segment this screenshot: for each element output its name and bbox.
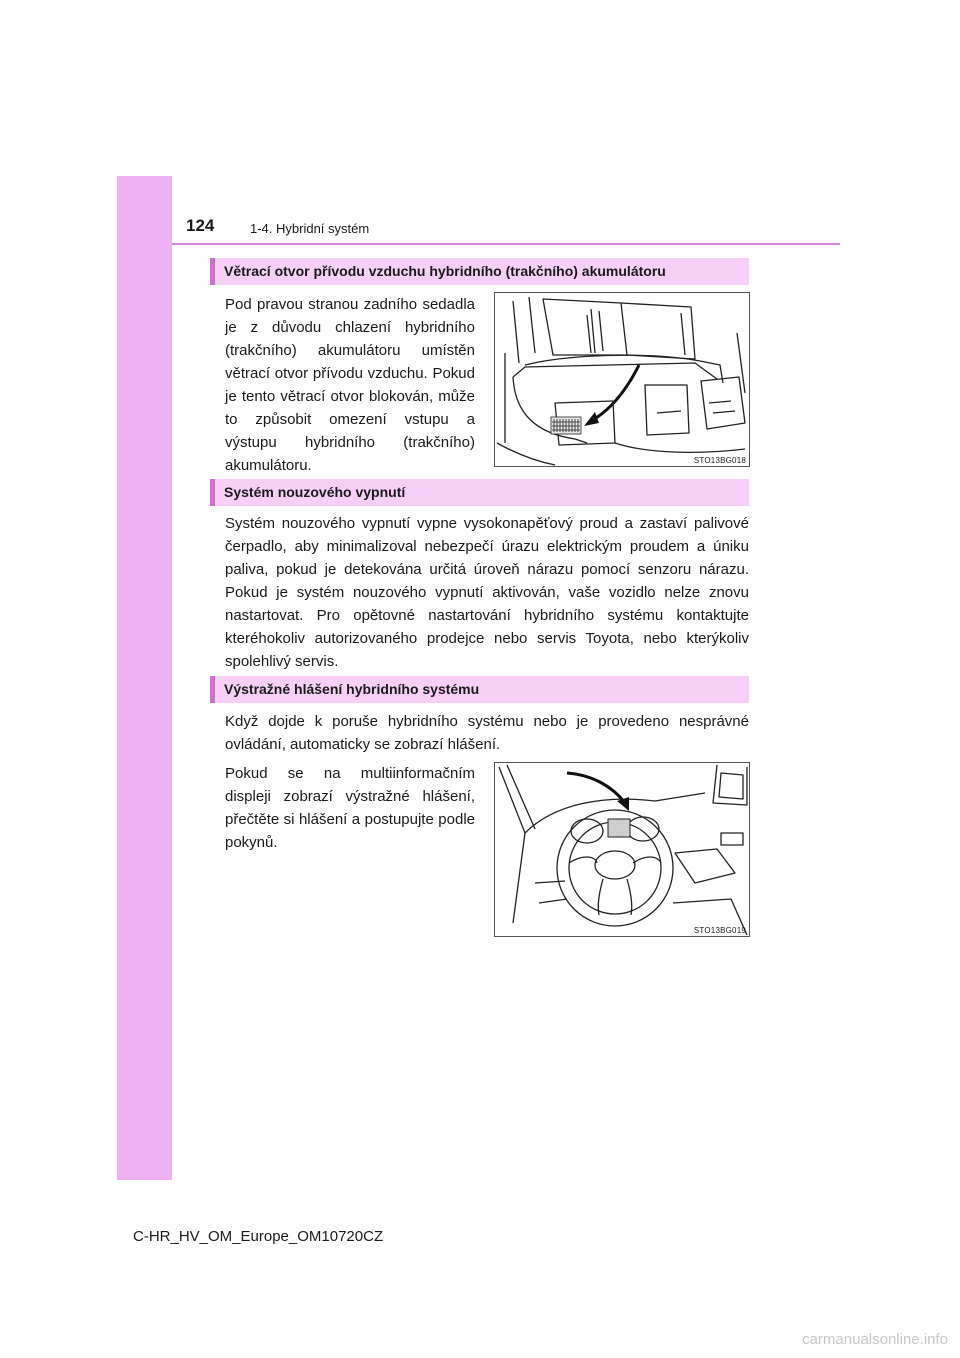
running-head: 1-4. Hybridní systém [250, 221, 370, 236]
section-heading-emergency-shutoff: Systém nouzového vypnutí [210, 479, 749, 506]
watermark[interactable]: carmanualsonline.info [802, 1331, 948, 1348]
section-text-warning-instruction: Pokud se na multiinformačním displeji zobrazí výstražné hlášení, přečtěte si hlášení a postupujte podle pokynů. [225, 765, 475, 851]
section-text-emergency-shutoff: Systém nouzového vypnutí vypne vysokonapěťový proud a zastaví palivové čerpadlo, aby minimalizoval nebezpečí úrazu elektrickým proudem a úniku paliva, pokud je detekována určitá úroveň nárazu pomocí senzoru nárazu. Pokud je systém nouzového vypnutí aktivován, vaše vozidlo nelze znovu nastartovat. Pro opětovné nastartování hybridního systému kontaktujte kteréhokoliv autorizovaného prodejce nebo servis Toyota, nebo kterýkoliv spolehlivý servis. [225, 515, 749, 670]
illustration-code: STO13BG018 [693, 456, 746, 465]
illustration-code: STO13BG019 [693, 926, 746, 935]
dashboard-multi-info-display-illustration [495, 763, 749, 936]
section-heading-air-intake: Větrací otvor přívodu vzduchu hybridního (trakčního) akumulátoru [210, 258, 749, 285]
dashboard-illustration [494, 762, 750, 937]
section-text-warning-message: Když dojde k poruše hybridního systému nebo je provedeno nesprávné ovládání, automaticky se zobrazí hlášení. [225, 713, 749, 753]
header-rule [172, 243, 840, 245]
section-text-air-intake: Pod pravou stranou zadního sedadla je z důvodu chlazení hybridního (trakčního) akumulátoru umístěn větrací otvor přívodu vzduchu. Pokud je tento větrací otvor blokován, může to způsobit omezení vstupu a výstupu hybridního (trakčního) akumulátoru. [225, 296, 475, 474]
page-number: 124 [186, 216, 215, 235]
document-footer-code: C-HR_HV_OM_Europe_OM10720CZ [133, 1228, 384, 1245]
rear-seat-air-intake-illustration [495, 293, 749, 466]
side-tab-band [117, 176, 172, 1180]
rear-seat-illustration [494, 292, 750, 467]
section-heading-warning-message: Výstražné hlášení hybridního systému [210, 676, 749, 703]
